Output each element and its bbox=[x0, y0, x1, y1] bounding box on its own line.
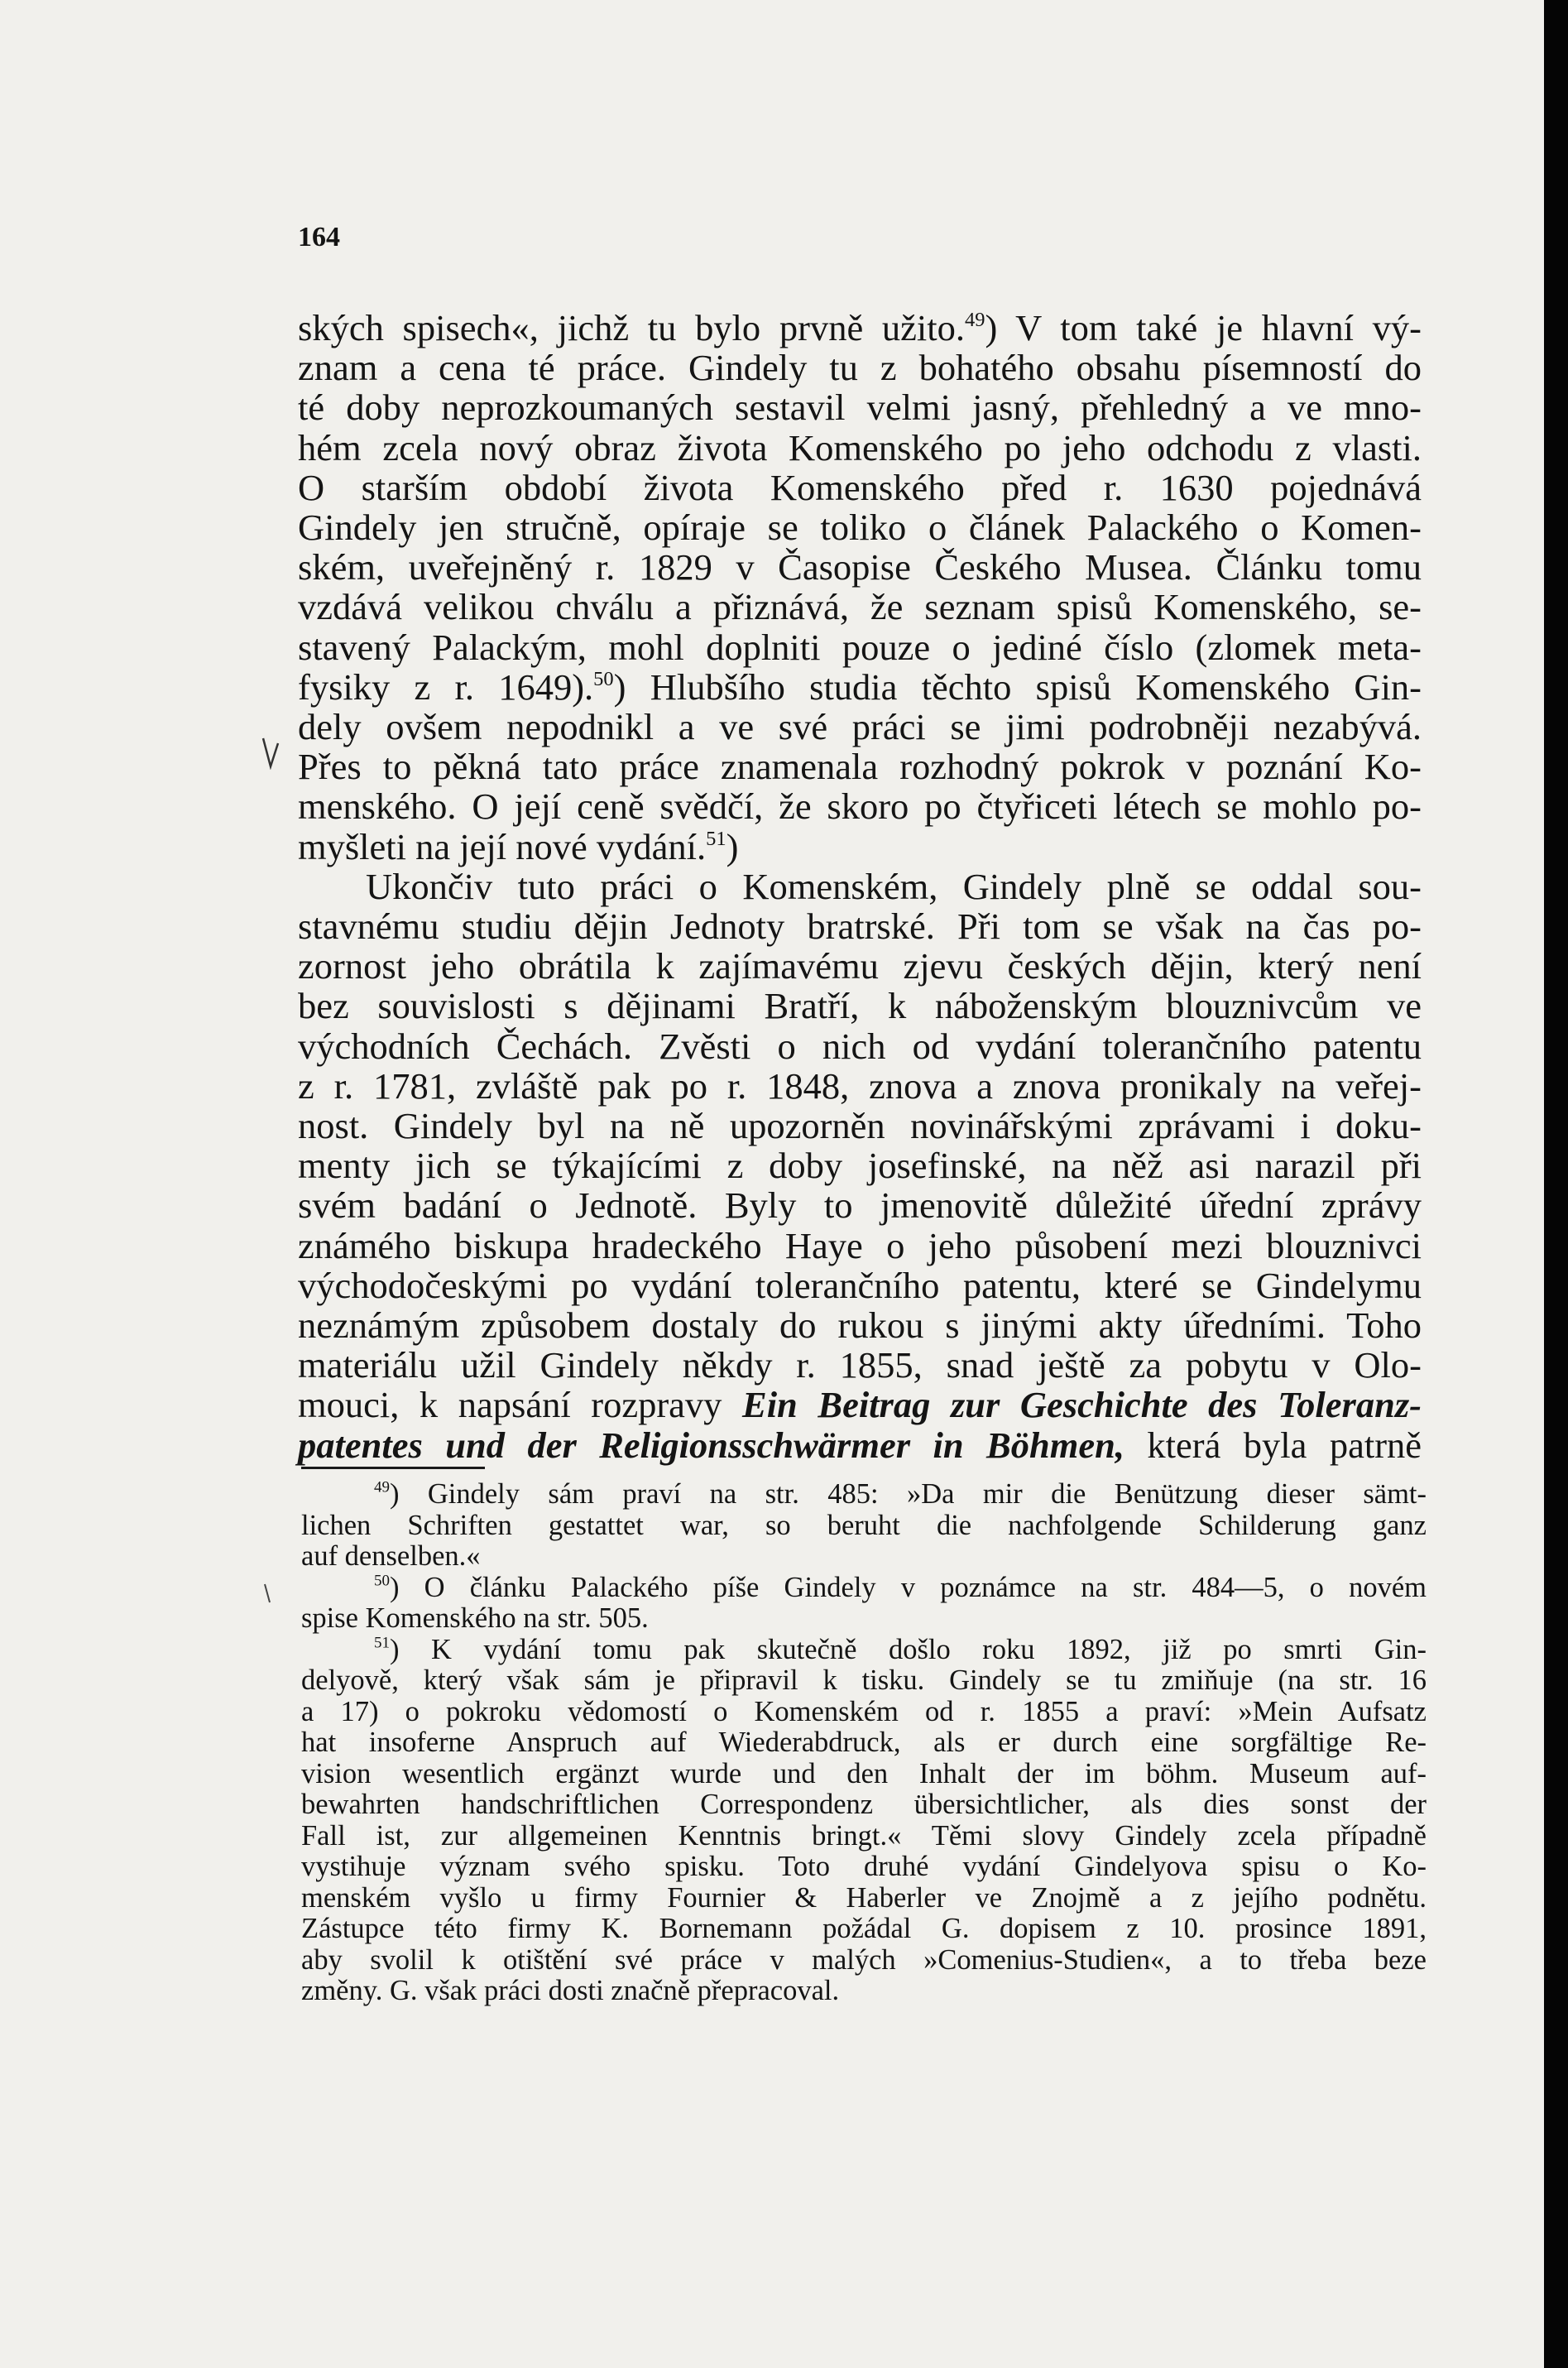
work-title: patentes und bbox=[298, 1424, 505, 1466]
footnote-line: vystihuje význam svého spisku. Toto druhé vydání Gindelyova spisu o Ko- bbox=[301, 1851, 1427, 1882]
footnote-line: bewahrten handschriftlichen Correspondenz übersichtlicher, als dies sonst der bbox=[301, 1789, 1427, 1820]
footnote-line: $^{51}$) K vydání tomu pak skutečně došlo roku 1892, již po smrti Gin- bbox=[374, 1633, 1427, 1665]
footnote-line: Fall ist, zur allgemeinen Kenntnis bringt.« Těmi slovy Gindely zcela případně bbox=[301, 1819, 1427, 1852]
footnote-number: 51 bbox=[374, 1634, 390, 1652]
text-line: patentes und der Religionsschwärmer in Böhmen, která byla patrně bbox=[298, 1424, 1422, 1466]
footnote-ref[interactable]: 50 bbox=[593, 667, 614, 690]
text-line: stavnému studiu dějin Jednoty bratrské. Při tom se však na čas po- bbox=[298, 905, 1422, 948]
footnote-separator bbox=[301, 1467, 485, 1469]
text-line: Gindely jen stručně, opíraje se toliko o článek Palackého o Komen- bbox=[298, 507, 1422, 549]
text-line: východních Čechách. Zvěsti o nich od vydání tolerančního patentu bbox=[298, 1025, 1422, 1067]
text-line: myšleti na její nové vydání.$^{51}$) bbox=[298, 825, 739, 867]
text-line: materiálu užil Gindely někdy r. 1855, snad ještě za pobytu v Olo- bbox=[298, 1344, 1422, 1386]
text-line: Ukončiv tuto práci o Komenském, Gindely plně se oddal sou- bbox=[366, 865, 1422, 907]
text-line: neznámým způsobem dostaly do rukou s jinými akty úředními. Toho bbox=[298, 1304, 1422, 1347]
work-title: Ein Beitrag zur Geschichte des Toleranz- bbox=[742, 1384, 1422, 1426]
footnote-line: auf denselben.« bbox=[301, 1540, 481, 1572]
footnote-ref[interactable]: 51 bbox=[706, 827, 726, 850]
text-line: svém badání o Jednotě. Byly to jmenovitě důležité úřední zprávy bbox=[298, 1184, 1422, 1227]
text-line: O starším období života Komenského před r. 1630 pojednává bbox=[298, 466, 1422, 508]
footnote-line: Zástupce této firmy K. Bornemann požádal G. dopisem z 10. prosince 1891, bbox=[301, 1913, 1427, 1944]
footnote-line: vision wesentlich ergänzt wurde und den Inhalt der im böhm. Museum auf- bbox=[301, 1757, 1427, 1789]
footnote-line: delyově, který však sám je připravil k tisku. Gindely se tu zmiňuje (na str. 16 bbox=[301, 1664, 1427, 1696]
footnote-line: spise Komenského na str. 505. bbox=[301, 1602, 649, 1634]
footnote-number: 49 bbox=[374, 1478, 390, 1496]
margin-tick-mark bbox=[261, 1583, 273, 1606]
text-line: mouci, k napsání rozpravy Ein Beitrag zur Geschichte des Toleranz- bbox=[298, 1384, 1422, 1426]
text-line: hém zcela nový obraz života Komenského po jeho odchodu z vlasti. bbox=[298, 426, 1422, 468]
footnote-line: menském vyšlo u firmy Fournier & Haberler ve Znojmě a z jejího podnětu. bbox=[301, 1881, 1427, 1914]
footnote-line: hat insoferne Anspruch auf Wiederabdruck, als er durch eine sorgfältige Re- bbox=[301, 1727, 1427, 1758]
footnote-ref[interactable]: 49 bbox=[965, 308, 985, 331]
main-text bbox=[298, 308, 1422, 1465]
text-line: vzdává velikou chválu a přiznává, že seznam spisů Komenského, se- bbox=[298, 586, 1422, 628]
text-line: znam a cena té práce. Gindely tu z bohatého obsahu písemností do bbox=[298, 347, 1422, 389]
text-line: té doby neprozkoumaných sestavil velmi jasný, přehledný a ve mno- bbox=[298, 387, 1422, 429]
text-line: Přes to pěkná tato práce znamenala rozhodný pokrok v poznání Ko- bbox=[298, 746, 1422, 788]
text-line: východočeskými po vydání tolerančního patentu, které se Gindelymu bbox=[298, 1264, 1422, 1306]
work-title: der Religionsschwärmer in Böhmen, bbox=[527, 1424, 1124, 1466]
scan-edge bbox=[1544, 0, 1568, 2368]
text-line: fysiky z r. 1649).$^{50}$) Hlubšího studia těchto spisů Komenského Gin- bbox=[298, 665, 1422, 708]
footnote-line: aby svolil k otištění své práce v malých »Comenius-Studien«, a to třeba beze bbox=[301, 1943, 1427, 1976]
footnotes bbox=[301, 1479, 1427, 2007]
margin-check-mark bbox=[261, 737, 280, 770]
footnote-line: $^{50}$) O článku Palackého píše Gindely v poznámce na str. 484—5, o novém bbox=[374, 1571, 1427, 1603]
page-number: 164 bbox=[298, 222, 340, 252]
footnote-line: a 17) o pokroku vědomostí o Komenském od r. 1855 a praví: »Mein Aufsatz bbox=[301, 1695, 1427, 1727]
text-line: ských spisech«, jichž tu bylo prvně užito.$^{49}$) V tom také je hlavní vý- bbox=[298, 307, 1422, 348]
text-line: nost. Gindely byl na ně upozorněn novinářskými zprávami i doku- bbox=[298, 1105, 1422, 1147]
text-line: zornost jeho obrátila k zajímavému zjevu českých dějin, který není bbox=[298, 945, 1422, 987]
text-line: stavený Palackým, mohl doplniti pouze o jediné číslo (zlomek meta- bbox=[298, 626, 1422, 668]
footnote-line: $^{49}$) Gindely sám praví na str. 485: »Da mir die Benützung dieser sämt- bbox=[374, 1478, 1427, 1510]
text-line: dely ovšem nepodnikl a ve své práci se jimi podrobněji nezabývá. bbox=[298, 706, 1422, 748]
text-line: bez souvislosti s dějinami Bratří, k náboženským blouznivcům ve bbox=[298, 985, 1422, 1027]
footnote-line: lichen Schriften gestattet war, so beruht die nachfolgende Schilderung ganz bbox=[301, 1509, 1427, 1541]
footnote-number: 50 bbox=[374, 1572, 390, 1590]
text-line: známého biskupa hradeckého Haye o jeho působení mezi blouznivci bbox=[298, 1224, 1422, 1266]
text-line: menty jich se týkajícími z doby josefinské, na něž asi narazil při bbox=[298, 1145, 1422, 1187]
text-line: z r. 1781, zvláště pak po r. 1848, znova a znova pronikaly na veřej- bbox=[298, 1064, 1422, 1107]
text-line: ském, uveřejněný r. 1829 v Časopise Českého Musea. Článku tomu bbox=[298, 546, 1422, 588]
text-line: menského. O její ceně svědčí, že skoro po čtyřiceti létech se mohlo po- bbox=[298, 785, 1422, 828]
footnote-line: změny. G. však práci dosti značně přepracoval. bbox=[301, 1975, 840, 2006]
